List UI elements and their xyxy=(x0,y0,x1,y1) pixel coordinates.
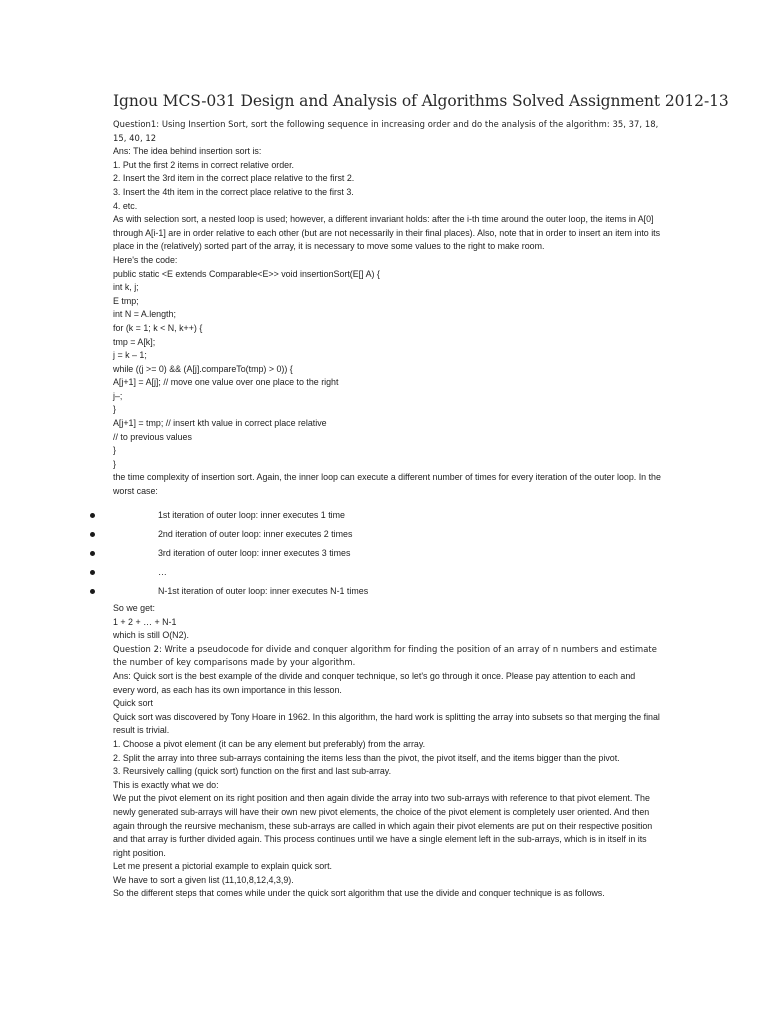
list-item xyxy=(90,566,650,585)
text-line: As with selection sort, a nested loop is used; however, a different invariant holds: after the i-th time around the outer loop, the items in A[0] xyxy=(113,214,654,225)
code-line: E tmp; xyxy=(113,295,139,306)
text-line: So we get: xyxy=(113,603,155,613)
question-1-line-1: Question1: Using Insertion Sort, sort the following sequence in increasing order and do the analysis of the algorithm: 35, 37, 18, xyxy=(113,119,659,129)
question-2-section xyxy=(113,602,658,901)
question-2-line-1: Question 2: Write a pseudocode for divide and conquer algorithm for finding the position of an array of n numbers and estimate xyxy=(113,643,657,654)
text-line: We put the pivot element on its right position and then again divide the array into two sub-arrays with reference to that pivot element. The xyxy=(113,793,650,804)
code-line: A[j+1] = A[j]; // move one value over one place to the right xyxy=(113,377,339,388)
document-title: Ignou MCS-031 Design and Analysis of Algorithms Solved Assignment 2012-13 xyxy=(113,92,729,110)
text-line: every word, as each has its own importance in this lesson. xyxy=(113,684,342,695)
question-2-line-2: the number of key comparisons made by your algorithm. xyxy=(113,657,356,668)
analysis-line-1: the time complexity of insertion sort. Again, the inner loop can execute a different number of times for every iteration of the outer loop. In the xyxy=(113,472,661,483)
text-line: result is trivial. xyxy=(113,725,170,736)
text-line: 2. Insert the 3rd item in the correct place relative to the first 2. xyxy=(113,173,355,184)
code-line: while ((j >= 0) && (A[j].compareTo(tmp) > 0)) { xyxy=(113,363,293,374)
iteration-bullet-list xyxy=(90,509,650,604)
text-line: So the different steps that comes while under the quick sort algorithm that use the divide and conquer technique is as follows. xyxy=(113,888,605,899)
text-line: right position. xyxy=(113,847,166,858)
text-line: Quick sort xyxy=(113,698,153,709)
bullet-text: 3rd iteration of outer loop: inner executes 3 times xyxy=(158,548,351,558)
question-1-line-2: 15, 40, 12 xyxy=(113,132,157,143)
text-line: Let me present a pictorial example to explain quick sort. xyxy=(113,861,333,872)
bullet-icon xyxy=(90,570,95,575)
code-line: int k, j; xyxy=(113,282,139,293)
text-line: through A[i-1] are in order relative to each other (but are not necessarily in their final places). Also, note that in order to insert an item into its xyxy=(113,227,661,238)
code-line: } xyxy=(113,404,116,415)
text-line: 3. Insert the 4th item in the correct place relative to the first 3. xyxy=(113,186,354,197)
bullet-text: … xyxy=(158,567,167,577)
bullet-icon xyxy=(90,551,95,556)
bullet-text: 1st iteration of outer loop: inner executes 1 time xyxy=(158,510,345,520)
text-line: 1. Choose a pivot element (it can be any element but preferably) from the array. xyxy=(113,738,426,749)
code-line: } xyxy=(113,458,116,469)
text-line: 2. Split the array into three sub-arrays containing the items less than the pivot, the pivot itself, and the items bigger than the pivot. xyxy=(113,752,620,763)
code-line: public static <E extends Comparable<E>> void insertionSort(E[] A) { xyxy=(113,268,380,279)
bullet-icon xyxy=(90,513,95,518)
bullet-icon xyxy=(90,589,95,594)
text-line: and that array is further divided again. This process continues until we have a single element left in the sub-arrays, which is in itself in its xyxy=(113,834,647,845)
text-line: We have to sort a given list (11,10,8,12,4,3,9). xyxy=(113,874,294,885)
code-line: } xyxy=(113,445,116,456)
code-line: A[j+1] = tmp; // insert kth value in correct place relative xyxy=(113,418,327,429)
text-line: Here's the code: xyxy=(113,254,178,265)
text-line: place in the (relatively) sorted part of the array, it is necessary to move some values to the right to make room. xyxy=(113,241,545,252)
code-line: for (k = 1; k < N, k++) { xyxy=(113,322,203,333)
question-1-section xyxy=(113,118,661,499)
list-item xyxy=(90,509,650,528)
text-line: 4. etc. xyxy=(113,200,138,211)
bullet-text: N-1st iteration of outer loop: inner executes N-1 times xyxy=(158,586,369,596)
code-line: tmp = A[k]; xyxy=(113,336,156,347)
text-line: again through the reursive mechanism, these sub-arrays are called in which again their pivot elements are put on their respective position xyxy=(113,820,653,831)
text-line: This is exactly what we do: xyxy=(113,779,219,790)
text-line: newly generated sub-arrays will have their own new pivot elements, the choice of the pivot element is completely user oriented. And then xyxy=(113,806,650,817)
text-line: which is still O(N2). xyxy=(113,630,189,641)
code-line: // to previous values xyxy=(113,431,192,442)
bullet-text: 2nd iteration of outer loop: inner executes 2 times xyxy=(158,529,353,539)
text-line: Ans: Quick sort is the best example of the divide and conquer technique, so let's go through it once. Please pay attention to each and xyxy=(113,670,636,681)
analysis-line-2: worst case: xyxy=(113,486,158,497)
bullet-icon xyxy=(90,532,95,537)
text-line: Quick sort was discovered by Tony Hoare in 1962. In this algorithm, the hard work is splitting the array into subsets so that merging the final xyxy=(113,711,660,722)
text-line: Ans: The idea behind insertion sort is: xyxy=(113,146,262,157)
code-line: j–; xyxy=(113,390,123,401)
code-line: int N = A.length; xyxy=(113,309,176,320)
text-line: 1. Put the first 2 items in correct relative order. xyxy=(113,159,295,170)
code-line: j = k – 1; xyxy=(113,350,147,361)
text-line: 1 + 2 + … + N-1 xyxy=(113,616,177,627)
list-item xyxy=(90,547,650,566)
text-line: 3. Reursively calling (quick sort) function on the first and last sub-array. xyxy=(113,766,392,777)
list-item xyxy=(90,528,650,547)
